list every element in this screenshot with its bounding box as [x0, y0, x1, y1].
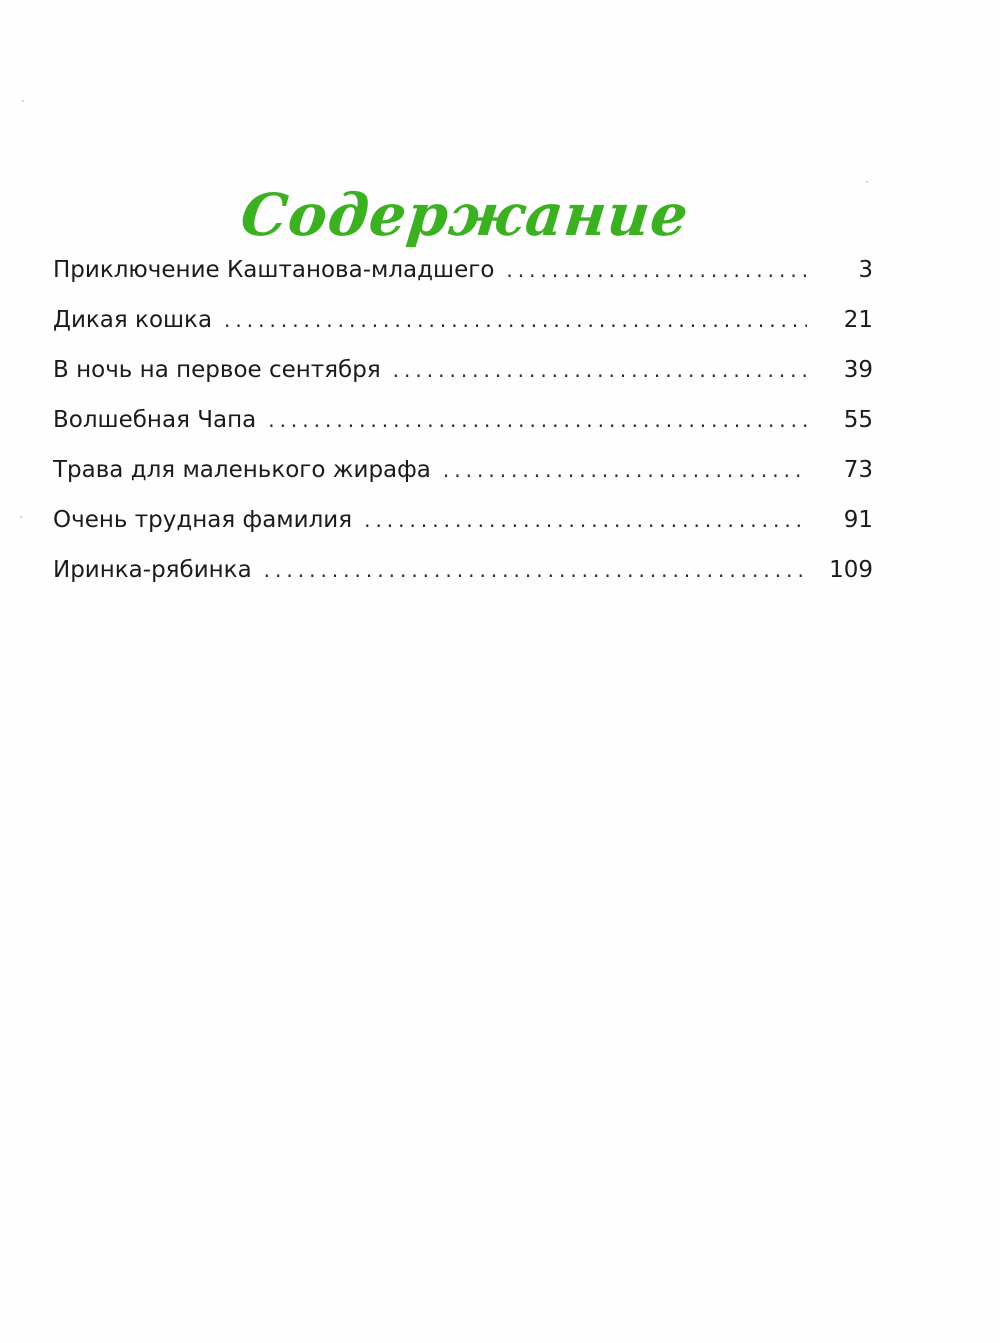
toc-entry: [53, 250, 873, 300]
toc-entry: [53, 550, 873, 600]
paper-speck: [22, 100, 24, 102]
toc-entry: [53, 400, 873, 450]
toc-entry-page: 55: [843, 407, 873, 433]
toc-dot-leader: [393, 350, 807, 390]
toc-entry: [53, 350, 873, 400]
toc-entry-page: 109: [829, 557, 873, 583]
toc-entry: [53, 450, 873, 500]
toc-entry-title: Дикая кошка: [53, 307, 213, 333]
toc-entry: [53, 500, 873, 550]
toc-entry-page: 39: [843, 357, 873, 383]
toc-dot-leader: [264, 550, 807, 590]
toc-entry-page: 3: [858, 257, 873, 283]
toc-entry-title: Приключение Каштанова-младшего: [53, 257, 495, 283]
toc-entry-page: 21: [843, 307, 873, 333]
contents-heading: Содержание: [237, 180, 693, 249]
toc-entry: [53, 300, 873, 350]
table-of-contents: [53, 250, 873, 600]
toc-entry-title: Трава для маленького жирафа: [53, 457, 431, 483]
toc-entry-title: Очень трудная фамилия: [53, 507, 353, 533]
toc-entry-page: 91: [843, 507, 873, 533]
toc-entry-page: 73: [843, 457, 873, 483]
paper-speck: [20, 516, 22, 518]
toc-dot-leader: [224, 300, 807, 340]
toc-entry-title: В ночь на первое сентября: [53, 357, 381, 383]
toc-dot-leader: [443, 450, 807, 490]
toc-entry-title: Волшебная Чапа: [53, 407, 257, 433]
toc-dot-leader: [268, 400, 807, 440]
toc-dot-leader: [506, 250, 807, 290]
toc-entry-title: Иринка-рябинка: [53, 557, 252, 583]
toc-dot-leader: [364, 500, 807, 540]
